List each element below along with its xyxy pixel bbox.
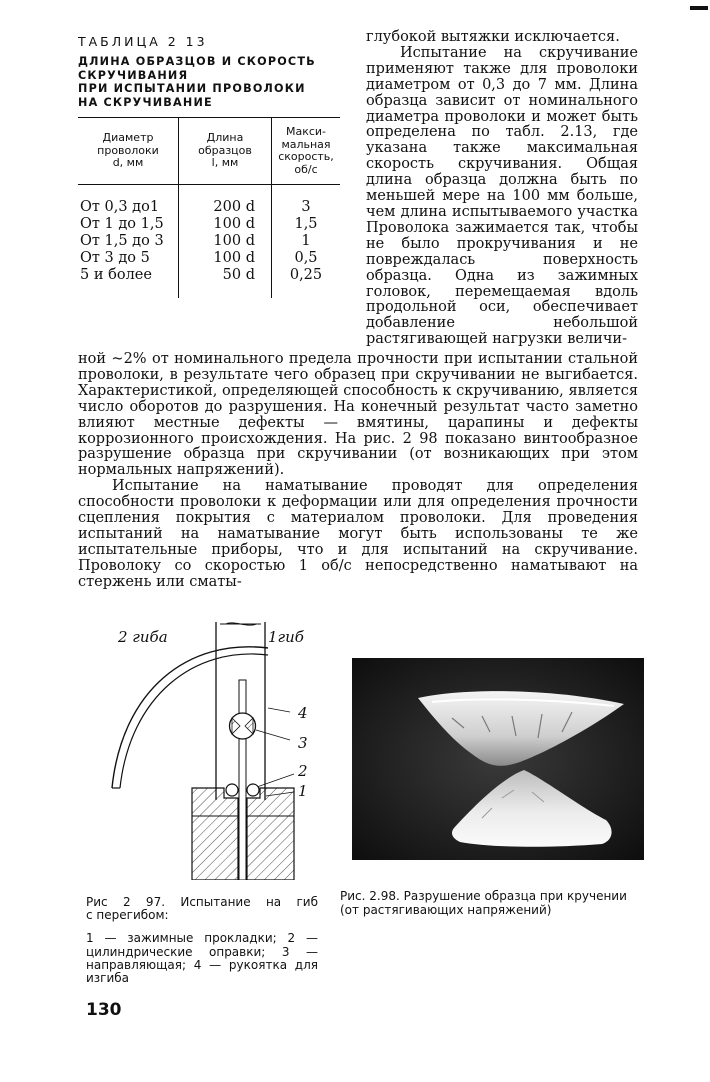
table-title-line: ДЛИНА ОБРАЗЦОВ И СКОРОСТЬ xyxy=(78,55,316,68)
cell-diameter: От 0,3 до1 xyxy=(80,199,160,215)
figure-298-caption: Рис. 2.98. Разрушение образца при кручении (от растягивающих напряжений) xyxy=(340,889,627,917)
cell-speed: 0,5 xyxy=(272,250,341,267)
paragraph: глубокой вытяжки исключается. xyxy=(366,29,620,45)
cell-diameter: От 1 до 1,5 xyxy=(80,216,164,232)
cell-diameter: От 1,5 до 3 xyxy=(80,233,164,249)
figure-297-caption xyxy=(86,896,318,985)
cell-speed: 1,5 xyxy=(272,216,341,233)
label-4: 4 xyxy=(298,704,308,722)
cell-length: 100 d xyxy=(179,233,272,250)
header-speed: Макси- мальная скорость, об/с xyxy=(272,118,341,185)
table-row xyxy=(78,233,340,250)
cell-diameter: От 3 до 5 xyxy=(80,250,150,266)
cell-length: 200 d xyxy=(179,185,272,217)
label-2: 2 xyxy=(298,762,308,780)
cell-diameter: 5 и более xyxy=(80,267,152,283)
clamp-right xyxy=(247,788,294,880)
corner-mark xyxy=(690,6,708,10)
paragraph: Испытание на наматывание проводят для определения способности проволоки к деформации или для определения прочности сцепления покрытия с материалом проволоки. Для проведения испытаний на наматывание могут быть использованы те же испытательные приборы, что и для испытаний на скручивание. Проволоку со скоростью 1 об/с непосредственно наматывают на стержень или сматы- xyxy=(78,478,638,590)
table-row xyxy=(78,267,340,298)
wire-specimen xyxy=(239,680,246,880)
body-text xyxy=(78,352,638,591)
cell-speed: 3 xyxy=(272,185,341,217)
paragraph: ной ~2% от номинального предела прочности при испытании стальной проволоки, в результате чего образец при скручивании не выгибается. Характеристикой, определяющей способность к скручиванию, является число оборотов до разрушения. На конечный результат часто заметно влияют местные дефекты — вмятины, царапины и дефекты коррозионного происхождения. На рис. 2 98 показано винтообразное разрушение образца при скручивании (от возникающих при этом нормальных напряжений). xyxy=(78,351,638,479)
table-title-line: СКРУЧИВАНИЯ xyxy=(78,68,189,82)
label-1: 1 xyxy=(298,782,308,800)
cell-length: 100 d xyxy=(179,250,272,267)
label-3: 3 xyxy=(298,734,308,752)
label-one-bend: 1гиб xyxy=(268,628,304,646)
cell-speed: 0,25 xyxy=(272,267,341,298)
cell-length: 100 d xyxy=(179,216,272,233)
page-number: 130 xyxy=(86,1000,122,1020)
cell-speed: 1 xyxy=(272,233,341,250)
clamp-left xyxy=(192,788,238,880)
table-row xyxy=(78,185,340,217)
label-two-bends: 2 гиба xyxy=(118,628,168,646)
bend-test-diagram xyxy=(108,620,330,880)
caption-title-cont: с перегибом: xyxy=(86,908,169,923)
table-title xyxy=(78,55,340,109)
header-diameter: Диаметр проволоки d, мм xyxy=(78,118,179,185)
figure-298-photo xyxy=(352,658,644,860)
caption-legend: 1 — зажимные прокладки; 2 — цилиндрические оправки; 3 — направляющая; 4 — рукоятка для изгиба xyxy=(86,931,318,986)
mandrel-left xyxy=(226,784,238,796)
fracture-photo xyxy=(352,658,644,860)
right-column-text xyxy=(366,30,638,348)
table-title-line: ПРИ ИСПЫТАНИИ ПРОВОЛОКИ xyxy=(78,82,306,95)
header-length: Длина образцов l, мм xyxy=(179,118,272,185)
table-title-line: НА СКРУЧИВАНИЕ xyxy=(78,95,213,109)
table-row xyxy=(78,250,340,267)
figure-297-drawing xyxy=(108,620,330,880)
cell-length: 50 d xyxy=(179,267,272,298)
paragraph: Испытание на скручивание применяют также для проволоки диаметром от 0,3 до 7 мм. Длина образца зависит от номинального диаметра проволоки и может быть определена по табл. 2.13, где указана также максимальная скорость скручивания. Общая длина образца должна быть по меньшей мере на 100 мм больше, чем длина испытываемого участка Проволока зажимается так, чтобы не было прокручивания и не повреждалась поверхность образца. Одна из зажимных головок, перемещаемая вдоль продольной оси, обеспечивает добавление небольшой растягивающей нагрузки величи- xyxy=(366,44,638,348)
mandrel-right xyxy=(247,784,259,796)
table-row xyxy=(78,216,340,233)
spec-table xyxy=(78,117,340,298)
table-label: ТАБЛИЦА 2 13 xyxy=(78,34,208,49)
caption-title: Рис 2 97. Испытание на гиб xyxy=(86,895,318,909)
table-2-13 xyxy=(78,34,340,298)
